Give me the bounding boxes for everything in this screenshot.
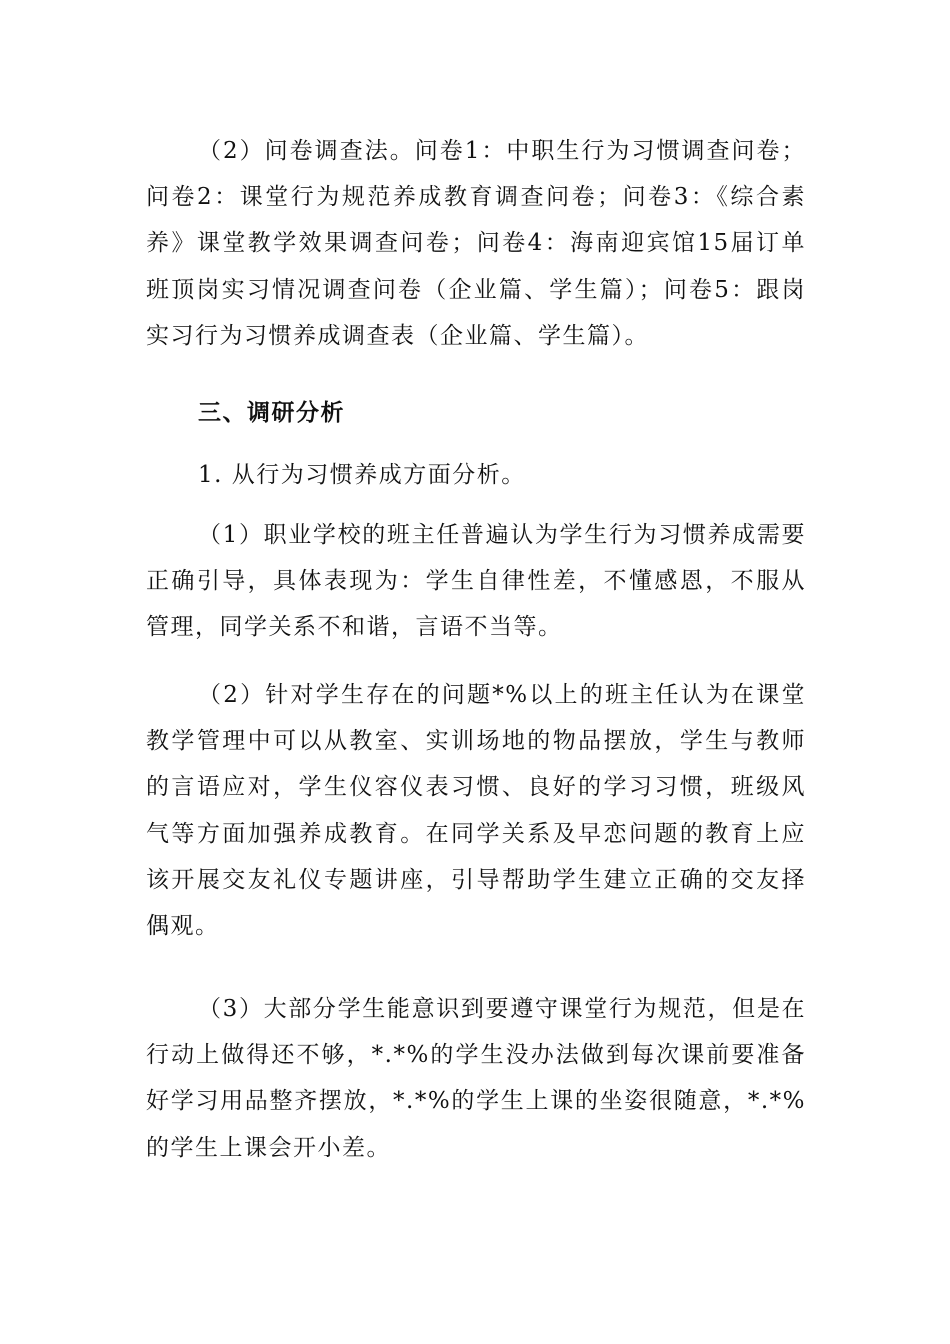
paragraph-analysis-3: （3）大部分学生能意识到要遵守课堂行为规范，但是在行动上做得还不够，*.*%的学生没办法做到每次课前要准备好学习用品整齐摆放，*.*%的学生上课的坐姿很随意，*.*%的学生上课会开小差。	[146, 996, 806, 1161]
paragraph-questionnaire-method: （2）问卷调查法。问卷1：中职生行为习惯调查问卷；问卷2：课堂行为规范养成教育调查问卷；问卷3：《综合素养》课堂教学效果调查问卷；问卷4：海南迎宾馆15届订单班顶岗实习情况调查问卷（企业篇、学生篇）；问卷5：跟岗实习行为习惯养成调查表（企业篇、学生篇）。	[146, 138, 806, 349]
paragraph-analysis-1: （1）职业学校的班主任普遍认为学生行为习惯养成需要正确引导，具体表现为：学生自律性差，不懂感恩，不服从管理，同学关系不和谐，言语不当等。	[146, 522, 806, 641]
subsection-heading: 1. 从行为习惯养成方面分析。	[198, 462, 526, 488]
paragraph-analysis-2: （2）针对学生存在的问题*%以上的班主任认为在课堂教学管理中可以从教室、实训场地的物品摆放，学生与教师的言语应对，学生仪容仪表习惯、良好的学习习惯，班级风气等方面加强养成教育。在同学关系及早恋问题的教育上应该开展交友礼仪专题讲座，引导帮助学生建立正确的交友择偶观。	[146, 682, 806, 940]
section-heading: 三、调研分析	[198, 400, 345, 426]
